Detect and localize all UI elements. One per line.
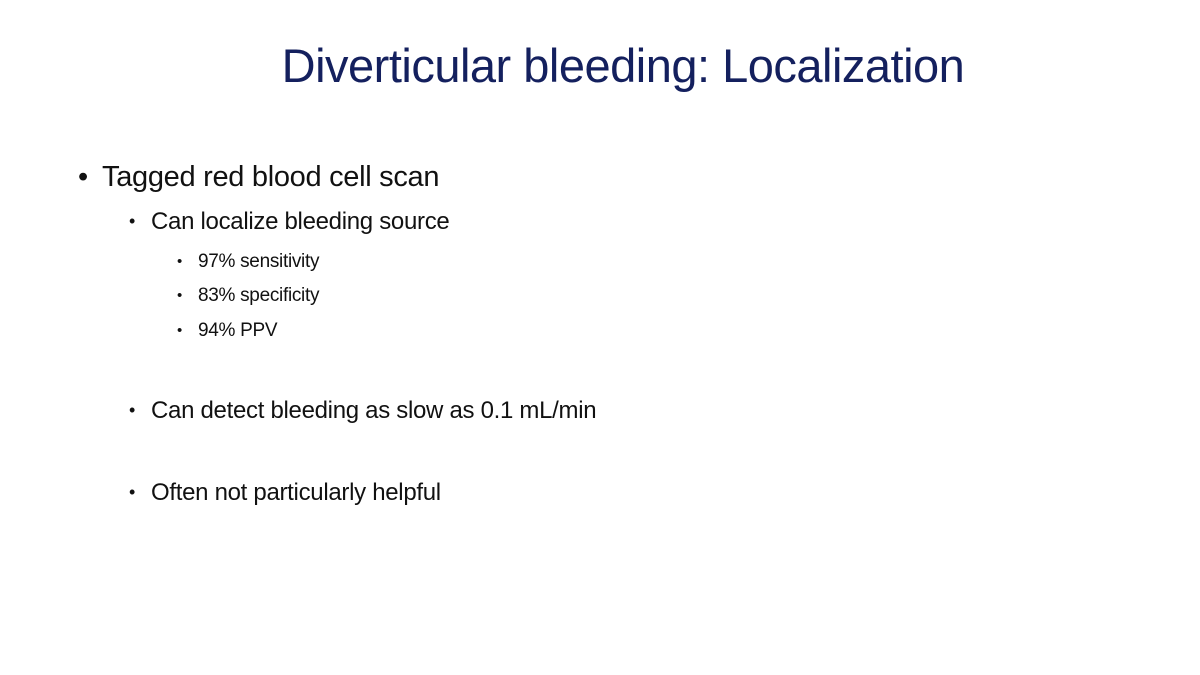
bullet-level2 [129,479,441,507]
bullet-level2 [129,397,597,425]
bullet-icon: • [129,211,136,231]
bullet-text: Can detect bleeding as slow as 0.1 mL/min [151,397,597,424]
bullet-level2 [129,208,450,236]
bullet-text: Can localize bleeding source [151,208,450,235]
bullet-icon: • [129,400,136,420]
bullet-level1 [78,161,440,194]
bullet-text: Tagged red blood cell scan [102,161,440,193]
bullet-text: 83% specificity [198,285,320,306]
bullet-icon: • [129,482,136,502]
bullet-level3 [177,285,320,307]
slide-title: Diverticular bleeding: Localization [281,39,965,92]
bullet-level3 [177,251,320,273]
bullet-text: Often not particularly helpful [151,479,441,506]
bullet-icon: • [78,161,88,193]
bullet-text: 94% PPV [198,320,278,341]
bullet-icon: • [177,322,182,339]
bullet-level3 [177,320,278,342]
bullet-icon: • [177,287,182,304]
bullet-text: 97% sensitivity [198,251,320,272]
bullet-icon: • [177,253,182,270]
